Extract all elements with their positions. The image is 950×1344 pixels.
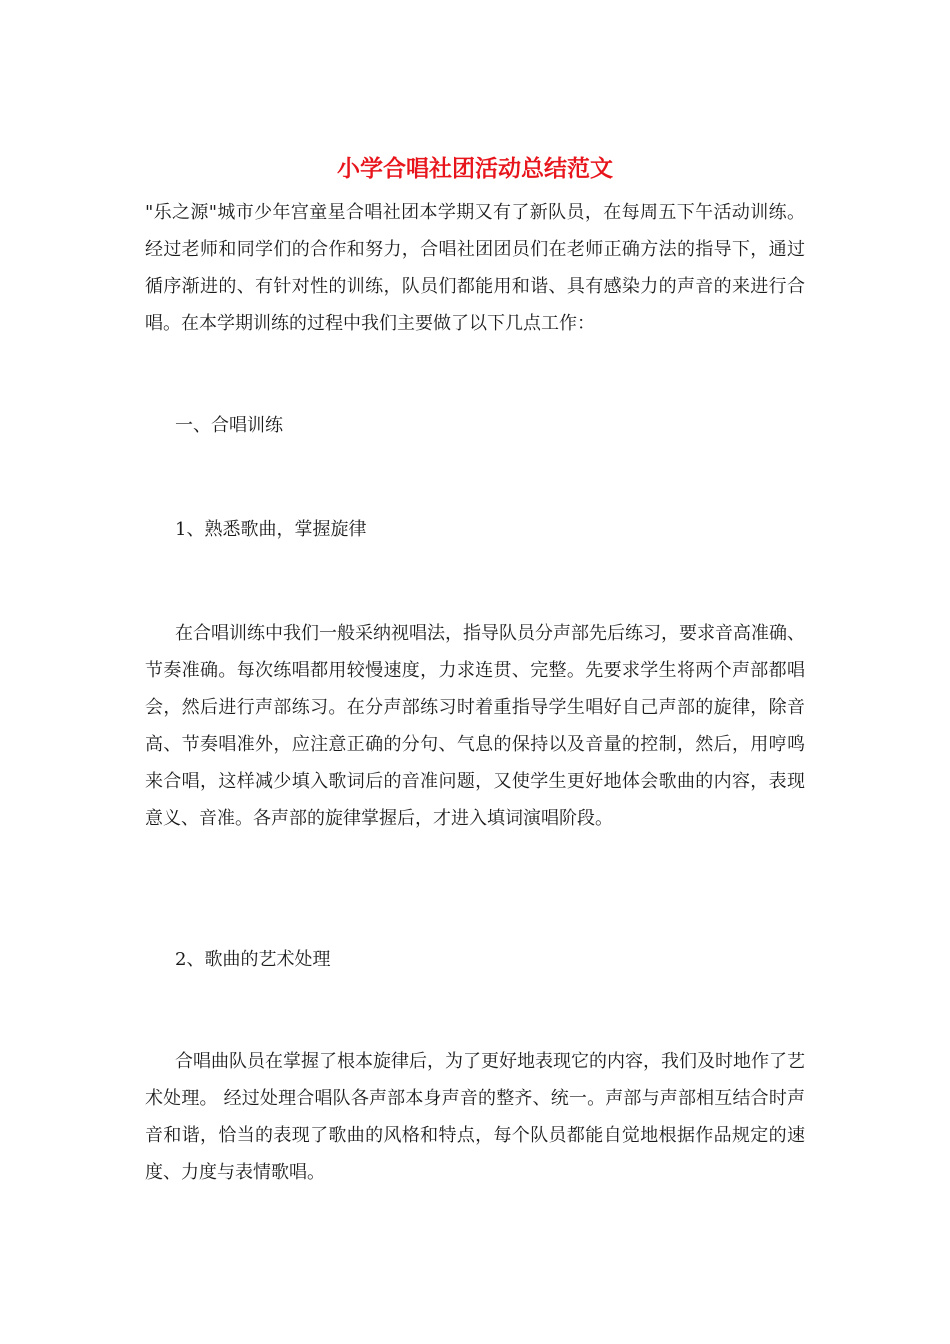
intro-paragraph: "乐之源"城市少年宫童星合唱社团本学期又有了新队员，在每周五下午活动训练。经过老师和同学们的合作和努力，合唱社团团员们在老师正确方法的指导下，通过循序渐进的、有针对性的训练，队员们都能用和谐、具有感染力的声音的来进行合唱。在本学期训练的过程中我们主要做了以下几点工作： xyxy=(145,202,805,334)
section-heading-choir-training: 一、合唱训练 xyxy=(175,415,283,436)
artistic-treatment-paragraph: 合唱曲队员在掌握了根本旋律后，为了更好地表现它的内容，我们及时地作了艺术处理。 经过处理合唱队各声部本身声音的整齐、统一。声部与声部相互结合时声音和谐，恰当的表现了歌曲的风格和特点，每个队员都能自觉地根据作品规定的速度、力度与表情歌唱。 xyxy=(145,1051,805,1183)
melody-paragraph: 在合唱训练中我们一般采纳视唱法，指导队员分声部先后练习，要求音高准确、节奏准确。每次练唱都用较慢速度，力求连贯、完整。先要求学生将两个声部都唱会，然后进行声部练习。在分声部练习时着重指导学生唱好自己声部的旋律，除音高、节奏唱准外，应注意正确的分句、气息的保持以及音量的控制，然后，用哼鸣来合唱，这样减少填入歌词后的音准问题，又使学生更好地体会歌曲的内容，表现意义、音准。各声部的旋律掌握后，才进入填词演唱阶段。 xyxy=(145,623,805,829)
subsection-heading-artistic-treatment: 2、歌曲的艺术处理 xyxy=(175,949,331,970)
subsection-heading-melody: 1、熟悉歌曲，掌握旋律 xyxy=(175,519,367,540)
document-title: 小学合唱社团活动总结范文 xyxy=(337,155,613,182)
